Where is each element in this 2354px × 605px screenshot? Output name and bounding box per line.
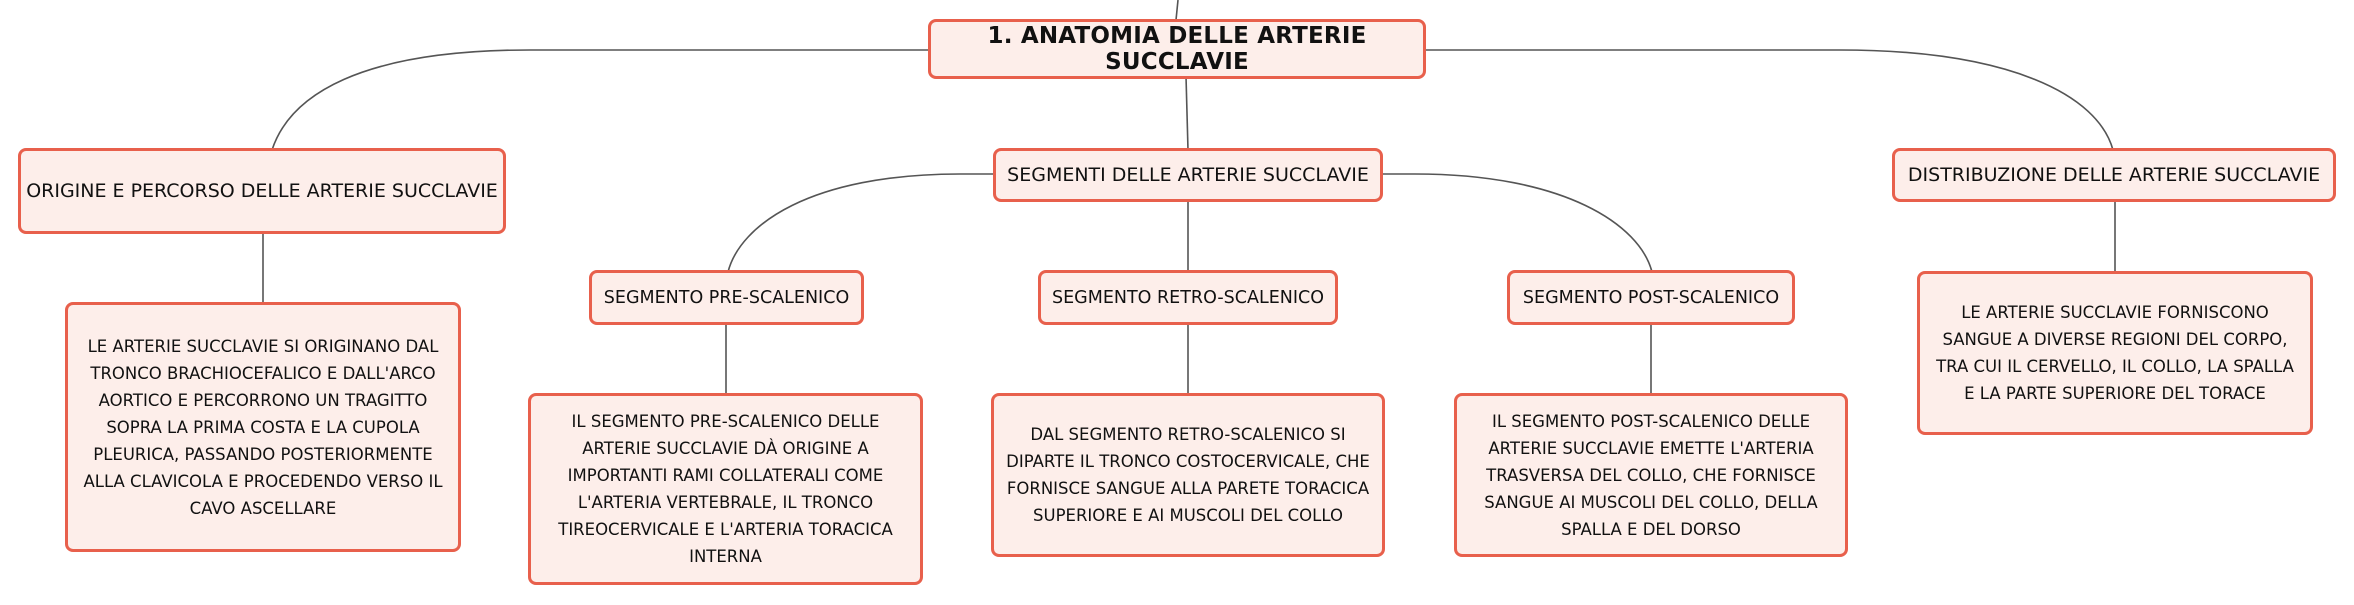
segment-retro-scalenic-label: SEGMENTO RETRO-SCALENICO: [1052, 287, 1324, 308]
segment-retro-scalenic-detail-text: DAL SEGMENTO RETRO-SCALENICO SI DIPARTE IL TRONCO COSTOCERVICALE, CHE FORNISCE SANGUE ALLA PARETE TORACICA SUPERIORE E AI MUSCOLI DEL COLLO: [1006, 425, 1370, 525]
segment-pre-scalenic[interactable]: [589, 270, 864, 325]
segment-retro-scalenic-detail[interactable]: [991, 393, 1385, 557]
origin-detail-text: LE ARTERIE SUCCLAVIE SI ORIGINANO DAL TRONCO BRACHIOCEFALICO E DALL'ARCO AORTICO E PERCORRONO UN TRAGITTO SOPRA LA PRIMA COSTA E LA CUPOLA PLEURICA, PASSANDO POSTERIORMENTE ALLA CLAVICOLA E PROCEDENDO VERSO IL CAVO ASCELLARE: [83, 336, 443, 518]
branch-distribution[interactable]: [1892, 148, 2336, 202]
segment-pre-scalenic-label: SEGMENTO PRE-SCALENICO: [603, 287, 850, 308]
segment-retro-scalenic[interactable]: [1038, 270, 1338, 325]
connector-root-distribution: [1424, 50, 2113, 150]
connector-root-origin: [272, 50, 930, 150]
segment-post-scalenic-label: SEGMENTO POST-SCALENICO: [1522, 287, 1780, 308]
segment-post-scalenic-detail[interactable]: [1454, 393, 1848, 557]
connector-segments-pre: [728, 174, 993, 272]
root-topic-label: 1. ANATOMIA DELLE ARTERIE SUCCLAVIE: [987, 23, 1367, 75]
branch-segments[interactable]: [993, 148, 1383, 202]
branch-origin[interactable]: [18, 148, 506, 234]
connector-root-segments: [1186, 76, 1188, 150]
connector-parent-root: [1176, 0, 1178, 20]
distribution-detail-text: LE ARTERIE SUCCLAVIE FORNISCONO SANGUE A DIVERSE REGIONI DEL CORPO, TRA CUI IL CERVELLO, IL COLLO, LA SPALLA E LA PARTE SUPERIORE DEL TORACE: [1936, 303, 2294, 403]
connector-segments-post: [1382, 174, 1652, 272]
branch-distribution-label: DISTRIBUZIONE DELLE ARTERIE SUCCLAVIE: [1907, 164, 2321, 186]
segment-post-scalenic-detail-text: IL SEGMENTO POST-SCALENICO DELLE ARTERIE SUCCLAVIE EMETTE L'ARTERIA TRASVERSA DEL COLLO, CHE FORNISCE SANGUE AI MUSCOLI DEL COLLO, DELLA SPALLA E DEL DORSO: [1484, 411, 1818, 539]
branch-origin-label: ORIGINE E PERCORSO DELLE ARTERIE SUCCLAVIE: [26, 180, 498, 202]
distribution-detail[interactable]: [1917, 271, 2313, 435]
origin-detail[interactable]: [65, 302, 461, 552]
segment-post-scalenic[interactable]: [1507, 270, 1795, 325]
branch-segments-label: SEGMENTI DELLE ARTERIE SUCCLAVIE: [1007, 164, 1369, 186]
segment-pre-scalenic-detail-text: IL SEGMENTO PRE-SCALENICO DELLE ARTERIE SUCCLAVIE DÀ ORIGINE A IMPORTANTI RAMI COLLATERALI COME L'ARTERIA VERTEBRALE, IL TRONCO TIREOCERVICALE E L'ARTERIA TORACICA INTERNA: [558, 412, 893, 566]
segment-pre-scalenic-detail[interactable]: [528, 393, 923, 585]
root-topic[interactable]: [928, 19, 1426, 79]
